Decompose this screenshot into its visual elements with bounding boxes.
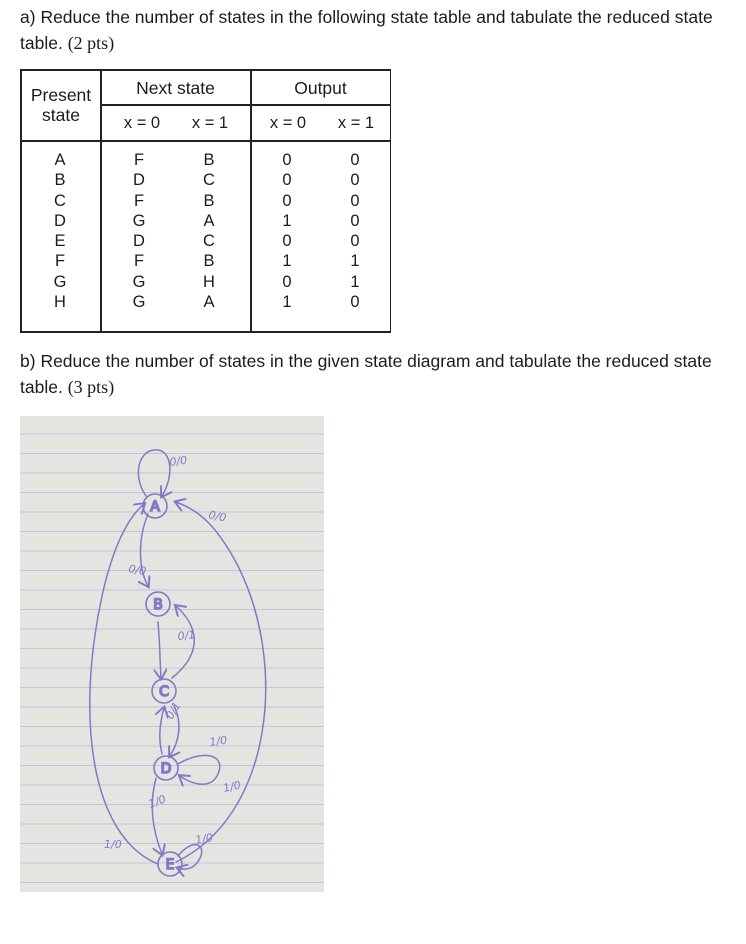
table-cell: H xyxy=(54,293,66,312)
state-diagram-photo xyxy=(20,416,324,892)
table-cell: 0 xyxy=(282,232,292,251)
table-cell: G xyxy=(132,211,146,230)
state-node-label: B xyxy=(153,597,163,613)
table-cell: F xyxy=(133,252,145,271)
table-cell: E xyxy=(54,232,66,251)
table-cell: F xyxy=(133,151,145,169)
output-header: Output xyxy=(294,78,347,98)
next-state-x1-column xyxy=(197,150,221,312)
table-cell: D xyxy=(54,211,66,230)
question-a-label: a) xyxy=(20,7,36,27)
table-cell: F xyxy=(133,191,145,210)
table-cell: B xyxy=(203,191,215,210)
state-node-label: E xyxy=(165,857,175,873)
question-b-label: b) xyxy=(20,351,36,371)
transition-label: 1/0 xyxy=(221,778,242,795)
next-x1-header: x = 1 xyxy=(191,114,229,132)
next-state-x0-column xyxy=(127,150,151,312)
state-node-label: D xyxy=(160,761,172,777)
state-node-label: A xyxy=(150,499,160,515)
transition-label: 1/0 xyxy=(194,831,214,847)
transition-label: 1/0 xyxy=(208,733,228,749)
transition-label: 1/0 xyxy=(146,792,168,811)
table-cell: 0 xyxy=(350,211,360,230)
question-a-text: Reduce the number of states in the following state table and tabulate the reduced state table. xyxy=(20,7,713,53)
table-cell: D xyxy=(133,171,145,190)
table-cell: 1 xyxy=(282,252,292,271)
transition-label: 0/0 xyxy=(168,453,188,469)
table-cell: A xyxy=(54,151,66,169)
transition-label: 0/0 xyxy=(207,508,228,525)
table-cell: A xyxy=(203,211,215,230)
next-x0-header: x = 0 xyxy=(123,114,161,132)
table-cell: 0 xyxy=(350,171,360,190)
table-cell: 1 xyxy=(282,293,292,312)
table-cell: 1 xyxy=(350,252,360,271)
present-state-column xyxy=(48,150,72,312)
table-cell: B xyxy=(203,252,215,271)
table-cell: 0 xyxy=(350,191,360,210)
table-cell: B xyxy=(203,151,215,169)
table-cell: F xyxy=(54,252,66,271)
table-cell: B xyxy=(54,171,66,190)
state-header: state xyxy=(42,105,80,125)
question-b-text: Reduce the number of states in the given state diagram and tabulate the reduced state table. xyxy=(20,351,712,397)
table-cell: G xyxy=(53,272,67,291)
output-x0-column xyxy=(275,150,299,312)
table-cell: A xyxy=(203,293,215,312)
table-cell: G xyxy=(132,272,146,291)
output-x1-column xyxy=(343,150,367,312)
table-cell: 0 xyxy=(350,232,360,251)
question-a xyxy=(20,4,730,56)
question-b-points: (3 pts) xyxy=(67,377,115,397)
transition-label: 1/0 xyxy=(104,838,122,851)
table-cell: C xyxy=(203,171,215,190)
question-a-points: (2 pts) xyxy=(67,33,115,53)
state-node-label: C xyxy=(159,684,169,700)
table-cell: C xyxy=(54,191,66,210)
question-b xyxy=(20,348,730,400)
state-table xyxy=(20,69,391,333)
table-cell: 1 xyxy=(282,211,292,230)
table-cell: 0 xyxy=(282,191,292,210)
transition-label: 0/1 xyxy=(163,699,184,722)
table-cell: C xyxy=(203,232,215,251)
out-x0-header: x = 0 xyxy=(269,114,307,132)
table-cell: 0 xyxy=(350,293,360,312)
table-cell: 0 xyxy=(282,272,292,291)
table-cell: 0 xyxy=(282,171,292,190)
table-cell: 0 xyxy=(350,151,360,169)
transition-label: 0/1 xyxy=(176,628,196,643)
table-cell: G xyxy=(132,293,146,312)
present-header: Present xyxy=(30,85,92,105)
table-cell: D xyxy=(133,232,145,251)
transition-label: 0/0 xyxy=(127,562,148,579)
next-state-header: Next state xyxy=(136,78,215,98)
table-cell: 0 xyxy=(282,151,292,169)
out-x1-header: x = 1 xyxy=(337,114,375,132)
table-cell: H xyxy=(203,272,215,291)
table-cell: 1 xyxy=(350,272,360,291)
